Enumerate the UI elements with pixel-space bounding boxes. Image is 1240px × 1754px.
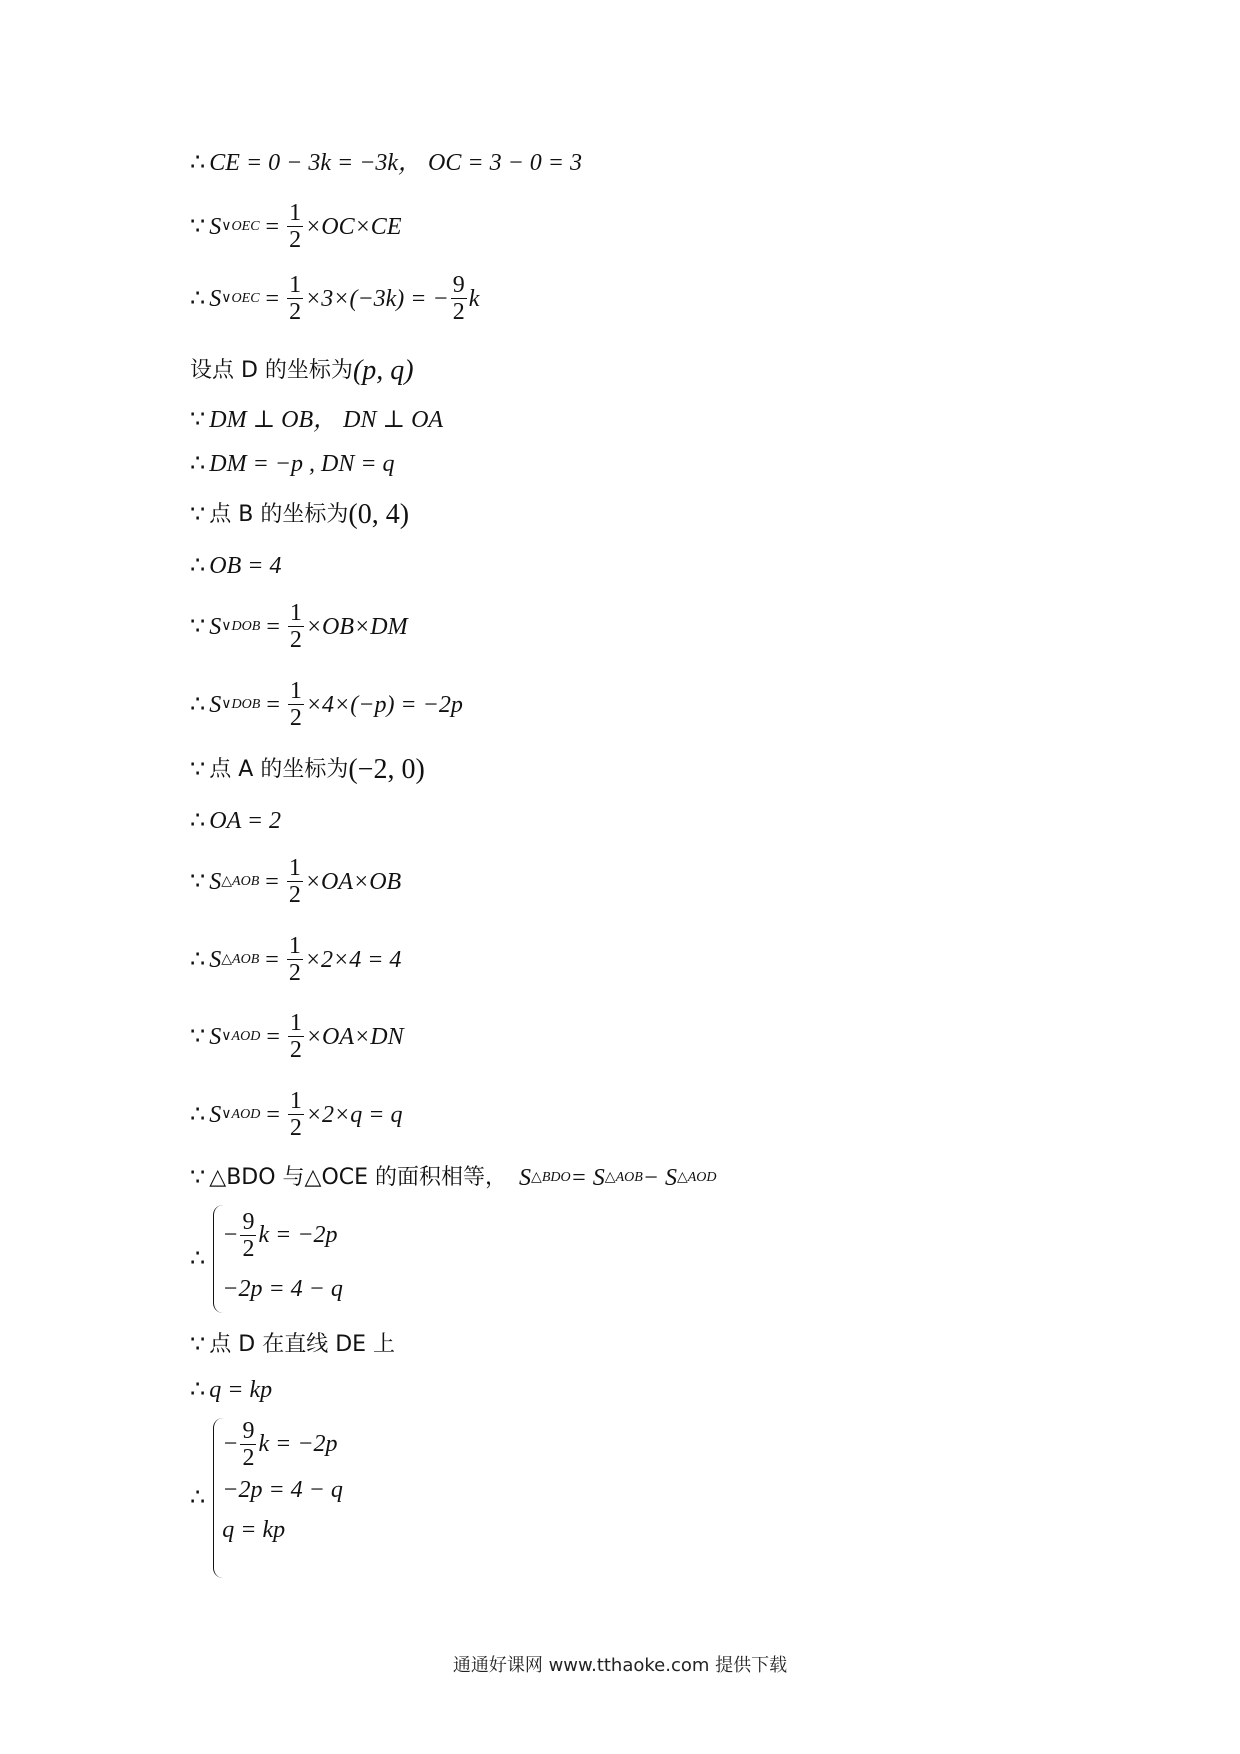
system-row bbox=[222, 1418, 343, 1470]
equals: = bbox=[265, 213, 280, 240]
expr: ×2×4 = 4 bbox=[304, 946, 402, 973]
system-brace bbox=[213, 1205, 343, 1313]
line-point-a bbox=[190, 755, 425, 785]
line-area-oec-value bbox=[190, 272, 479, 325]
numerator: 1 bbox=[289, 600, 302, 626]
area-subscript: ∨DOB bbox=[221, 696, 261, 712]
line-q-kp bbox=[190, 1375, 272, 1405]
therefore-symbol: ∴ bbox=[190, 285, 206, 312]
denominator: 2 bbox=[289, 627, 302, 653]
area-subscript: △BDO bbox=[531, 1170, 571, 1185]
area-symbol: S bbox=[209, 868, 222, 895]
denominator: 2 bbox=[288, 882, 301, 908]
line-area-aob-value bbox=[190, 933, 401, 986]
line-area-dob-formula bbox=[190, 600, 408, 653]
expr: −2p = 4 − q bbox=[222, 1477, 343, 1503]
therefore-symbol: ∴ bbox=[190, 691, 206, 718]
line-area-oec-formula bbox=[190, 200, 401, 253]
area-subscript: ∨OEC bbox=[221, 218, 260, 234]
therefore-symbol: ∴ bbox=[190, 946, 206, 973]
numerator: 9 bbox=[242, 1417, 255, 1444]
text: △BDO 与△OCE 的面积相等， bbox=[209, 1165, 508, 1190]
line-area-aob-formula bbox=[190, 855, 401, 908]
denominator: 2 bbox=[242, 1444, 255, 1471]
line-area-aod-value bbox=[190, 1088, 402, 1141]
line-d-on-de bbox=[190, 1330, 395, 1360]
therefore-symbol: ∴ bbox=[190, 150, 206, 176]
expr: = S bbox=[570, 1165, 605, 1191]
area-symbol: S bbox=[519, 1165, 532, 1191]
numerator: 1 bbox=[289, 200, 302, 226]
therefore-symbol: ∴ bbox=[190, 1246, 206, 1272]
numerator: 1 bbox=[289, 1010, 302, 1036]
fraction bbox=[288, 1010, 304, 1063]
system-row bbox=[222, 1209, 343, 1261]
line-area-aod-formula bbox=[190, 1010, 404, 1063]
therefore-symbol: ∴ bbox=[190, 451, 206, 477]
text: 点 D 在直线 DE 上 bbox=[209, 1332, 396, 1357]
denominator: 2 bbox=[289, 299, 302, 325]
therefore-symbol: ∴ bbox=[190, 1101, 206, 1128]
numerator: 1 bbox=[289, 678, 302, 704]
numerator: 1 bbox=[289, 1088, 302, 1114]
coordinate: (p, q) bbox=[352, 355, 414, 386]
because-symbol: ∵ bbox=[190, 502, 206, 528]
line-ob bbox=[190, 551, 281, 581]
fraction bbox=[287, 933, 303, 986]
because-symbol: ∵ bbox=[190, 1165, 206, 1191]
therefore-symbol: ∴ bbox=[190, 1485, 206, 1511]
expr: q = kp bbox=[209, 1377, 273, 1403]
expr: −2p = 4 − q bbox=[222, 1276, 343, 1302]
area-subscript: ∨DOB bbox=[221, 618, 261, 634]
coordinate: (0, 4) bbox=[348, 499, 410, 530]
denominator: 2 bbox=[289, 1037, 302, 1063]
numerator: 9 bbox=[242, 1208, 255, 1235]
area-symbol: S bbox=[209, 285, 222, 312]
area-symbol: S bbox=[209, 691, 222, 718]
area-subscript: ∨AOD bbox=[221, 1106, 261, 1122]
expr: ×OA×DN bbox=[305, 1023, 404, 1050]
equation-system-1 bbox=[190, 1205, 343, 1313]
numerator: 1 bbox=[289, 272, 302, 298]
equals: = bbox=[265, 946, 279, 973]
area-subscript: △AOB bbox=[221, 873, 260, 889]
area-subscript: ∨AOD bbox=[221, 1028, 261, 1044]
fraction bbox=[287, 855, 303, 908]
line-point-b bbox=[190, 500, 409, 530]
therefore-symbol: ∴ bbox=[190, 1377, 206, 1403]
line-dm-dn bbox=[190, 449, 395, 479]
because-symbol: ∵ bbox=[190, 1332, 206, 1358]
system-row bbox=[222, 1269, 343, 1309]
therefore-symbol: ∴ bbox=[190, 808, 206, 834]
text: 点 A 的坐标为 bbox=[209, 757, 349, 782]
denominator: 2 bbox=[289, 705, 302, 731]
line-point-d bbox=[190, 356, 414, 386]
expr: CE = 0 − 3k = −3k， bbox=[209, 150, 423, 176]
expr: k = −2p bbox=[258, 1222, 338, 1248]
because-symbol: ∵ bbox=[190, 868, 206, 895]
fraction bbox=[288, 678, 304, 731]
fraction bbox=[240, 1209, 256, 1262]
area-symbol: S bbox=[209, 613, 222, 640]
equals: = bbox=[266, 1101, 280, 1128]
line-equal-areas bbox=[190, 1163, 717, 1193]
area-symbol: S bbox=[209, 946, 222, 973]
because-symbol: ∵ bbox=[190, 407, 206, 433]
coordinate: (−2, 0) bbox=[348, 754, 425, 785]
system-row bbox=[222, 1510, 343, 1550]
denominator: 2 bbox=[289, 1115, 302, 1141]
line-perpendicular bbox=[190, 405, 443, 435]
because-symbol: ∵ bbox=[190, 757, 206, 783]
system-brace bbox=[213, 1418, 343, 1578]
fraction bbox=[451, 272, 467, 325]
expr: − bbox=[222, 1431, 239, 1457]
equation-system-2 bbox=[190, 1418, 343, 1578]
denominator: 2 bbox=[289, 227, 302, 253]
denominator: 2 bbox=[452, 299, 465, 325]
area-symbol: S bbox=[209, 1023, 222, 1050]
because-symbol: ∵ bbox=[190, 213, 206, 240]
numerator: 1 bbox=[288, 855, 301, 881]
equals: = bbox=[266, 691, 280, 718]
line-ce-oc bbox=[190, 148, 582, 178]
text: 设点 D 的坐标为 bbox=[190, 358, 353, 383]
expr: ×3×(−3k) = − bbox=[305, 285, 449, 312]
area-symbol: S bbox=[209, 213, 222, 240]
expr: q = kp bbox=[222, 1517, 286, 1543]
expr: k = −2p bbox=[258, 1431, 338, 1457]
numerator: 1 bbox=[288, 933, 301, 959]
fraction bbox=[288, 1088, 304, 1141]
numerator: 9 bbox=[452, 272, 465, 298]
area-subscript: △AOB bbox=[221, 951, 260, 967]
fraction bbox=[240, 1418, 256, 1471]
expr: OC = 3 − 0 = 3 bbox=[428, 150, 582, 176]
expr: ×4×(−p) = −2p bbox=[305, 691, 463, 718]
expr: − bbox=[222, 1222, 239, 1248]
expr: ×OA×OB bbox=[304, 868, 402, 895]
because-symbol: ∵ bbox=[190, 613, 206, 640]
page-footer: 通通好课网 www.tthaoke.com 提供下载 bbox=[452, 1655, 788, 1676]
equals: = bbox=[265, 868, 279, 895]
expr: ×2×q = q bbox=[305, 1101, 403, 1128]
expr: ×OB×DM bbox=[305, 613, 408, 640]
expr: DM = −p , DN = q bbox=[209, 451, 395, 477]
expr: OA = 2 bbox=[209, 808, 282, 834]
area-subscript: ∨OEC bbox=[221, 290, 260, 306]
fraction bbox=[288, 600, 304, 653]
area-symbol: S bbox=[209, 1101, 222, 1128]
because-symbol: ∵ bbox=[190, 1023, 206, 1050]
expr: − S bbox=[642, 1165, 677, 1191]
equals: = bbox=[266, 1023, 280, 1050]
expr: DM ⊥ OB， DN ⊥ OA bbox=[209, 407, 444, 433]
denominator: 2 bbox=[288, 960, 301, 986]
expr: k bbox=[468, 285, 480, 312]
text: 点 B 的坐标为 bbox=[209, 502, 349, 527]
area-subscript: △AOD bbox=[676, 1170, 717, 1185]
equals: = bbox=[266, 613, 280, 640]
expr: ×OC×CE bbox=[305, 213, 402, 240]
area-subscript: △AOB bbox=[604, 1170, 643, 1185]
equals: = bbox=[265, 285, 280, 312]
expr: OB = 4 bbox=[209, 553, 282, 579]
fraction bbox=[287, 272, 303, 325]
system-row bbox=[222, 1470, 343, 1510]
line-oa bbox=[190, 806, 281, 836]
denominator: 2 bbox=[242, 1235, 255, 1262]
therefore-symbol: ∴ bbox=[190, 553, 206, 579]
fraction bbox=[287, 200, 303, 253]
line-area-dob-value bbox=[190, 678, 463, 731]
